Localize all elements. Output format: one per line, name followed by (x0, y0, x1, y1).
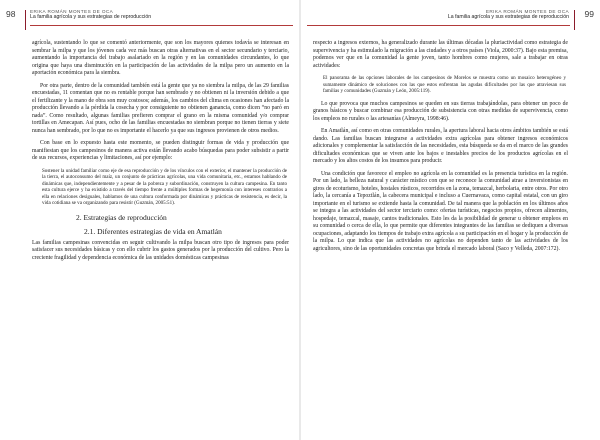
left-running-author: ERIKA ROMÁN MONTES DE OCA (30, 9, 114, 14)
header-vertical-rule (574, 10, 575, 30)
left-page (0, 0, 293, 440)
subsection-heading: 2.1. Diferentes estrategias de vida en Amatlán (84, 226, 222, 236)
left-page-body (32, 40, 289, 267)
block-quote: Sostener la unidad familiar como eje de esa reproducción y de los vínculos con el exterior, el mantener la producción de la tierra, el autoconsumo del maíz, un conjunto de prácticas agrícolas, una vida comunitaria, etc., estamos hablando de dinámicas que, independientemente y a pesar de la pobreza y subordinación, construyen la cultura campesina. En tanto esta cultura ejerce y ha existido a través del tiempo frente a múltiples formas de hegemonía con intereses contrarios a ella en relaciones desiguales, hablamos de una cultura conformada por dinámicas y prácticas de resistencia, es decir, la vida cotidiana se va organizando para resistir (Guzmán, 2005:51). (42, 167, 287, 206)
left-running-title: La familia agrícola y sus estrategias de reproducción (30, 14, 152, 21)
left-page-header (0, 9, 293, 31)
block-quote: El panorama de las opciones laborales de los campesinos de Morelos se muestra como un mosaico heterogéneo y sumamente dinámico de soluciones con las que estos enfrentan las agudas dificultades por las que atraviesan sus familias y comunidades (Guzmán y León, 2005:119). (323, 75, 566, 94)
paragraph: agrícola, sustentando lo que se comentó anteriormente, que son los mayores quienes todavía se interesan en sembrar la milpa y que los jóvenes cada vez más buscan otras alternativas en el sector secundario y terciario, aumentando la importancia del trabajo asalariado en la región y en las comunidades circundantes, lo que origina que haya una disminución en la participación de las actividades de la milpa pero un aumento en la aportación económica para la siembra. (32, 40, 289, 76)
right-running-head (448, 9, 569, 21)
header-vertical-rule (25, 10, 26, 30)
right-page (307, 0, 600, 440)
left-page-number: 98 (6, 9, 16, 19)
paragraph: Las familias campesinas convencidas en seguir cultivando la milpa buscan otro tipo de ingresos para poder satisfacer sus necesidades básicas y con ello cubrir los gastos generados por la producción del cultivo. Pero la creciente fragilidad y dependencia económica de las unidades domésticas campesinas (32, 239, 289, 261)
right-running-author: ERIKA ROMÁN MONTES DE OCA (485, 9, 569, 14)
right-page-number: 99 (584, 9, 594, 19)
section-heading: 2. Estrategias de reproducción (76, 212, 167, 222)
paragraph: Lo que provoca que muchos campesinos se queden en sus tierras trabajándolas, para obtener un poco de granos básicos y buscar combinar esa producción de subsistencia con otras medidas de supervivencia, como los empleos no rurales o las artesanías (Almeyra, 1998:46). (313, 100, 568, 122)
header-horizontal-rule (307, 25, 570, 26)
left-running-head (30, 9, 151, 21)
paragraph: Con base en lo expuesto hasta este momento, se pueden distinguir formas de vida y producción que manifiestan que los campesinos de manera activa están llevando acabo búsquedas para poder subsistir a partir de sus recursos, experiencias y limitaciones, así por ejemplo: (32, 140, 289, 161)
paragraph: En Amatlán, así como en otras comunidades rurales, la apertura laboral hacia otros ámbitos también se está dando. Las familias buscan integrarse a actividades extra agrícolas para obtener ingresos económicos adicionales y complementar la satisfacción de las necesidades, esta búsqueda se da en el marco de las grandes dificultades económicas que se viven ante los bajos e inestables precios de los productos agrícolas en el mercado y los altos costos de los insumos para producir. (313, 128, 568, 164)
header-horizontal-rule (30, 25, 293, 26)
paragraph: Por otra parte, dentro de la comunidad también está la gente que ya no siembra la milpa, de las 29 familias encuestadas, 11 comentan que no es rentable porque han sembrado y no obtienen ni la inversión debido a que el fertilizante y la mano de obra son muy costosos; además, los cambios del clima en ocasiones han afectado la producción llevando a la pérdida la cosecha y por consiguiente no obtienen ganancia, como dicen “no paró en nada”. Como resultado, algunas familias prefieren comprar el grano en la misma comunidad y/o comprar tortillas en Amecapan. Así pues, ocho de las familias encuestadas no siembran porque no tienen tierras y siete nunca han sembrado, por lo que no es importante el hacerlo ya que sus ingresos provienen de otros medios. (32, 82, 289, 134)
right-page-body (313, 40, 568, 258)
book-gutter (299, 0, 301, 440)
right-running-title: La familia agrícola y sus estrategias de reproducción (447, 14, 569, 21)
paragraph: respecto a ingresos externos, ha generalizado durante las últimas décadas la pluriactividad como estrategia de supervivencia y ha estimulado la migración a las ciudades y a otros países (Viola, 2000:37). Bajo esta premisa, podemos ver que en la comunidad la gente joven, tanto hombres como mujeres, sale a trabajar en otras actividades: (313, 40, 568, 69)
right-page-header (307, 9, 600, 31)
paragraph: Una condición que favorece el empleo no agrícola en la comunidad es la presencia turística en la región. Por un lado, la belleza natural y carácter místico con que se reconoce la comunidad atrae a inversionistas en giros de ecoturismo, hoteles, hostales rústicos, recorridos en la zona, temazcal, herbolaria, entre otros. Por otro lado, la cercanía a Tepoztlán, la cabecera municipal e incluso a Cuernavaca, como capital estatal, con un giro importante en el turismo se extiende hasta la comunidad. De tal manera que la población en los últimos años se integra a las actividades del sector terciario como: ofertas turísticas, negocios propios, ofrecen alimentos, hospedaje, temazcal, masaje, cantos tradicionales. Esto les da la posibilidad de generar u obtener empleos en su comunidad o cerca de ella, lo que permite que diferentes integrantes de las familias se dediquen a diversas ocupaciones, adaptando los tiempos de trabajo extra agrícola a su participación en el hogar y la producción de la milpa. Lo que indica que las actividades no agrícolas no dependen tanto de las actividades de los agricultores, sino de las oportunidades concretas que brinda el mercado laboral (Saco y Velleda, 2007:172). (313, 170, 568, 252)
